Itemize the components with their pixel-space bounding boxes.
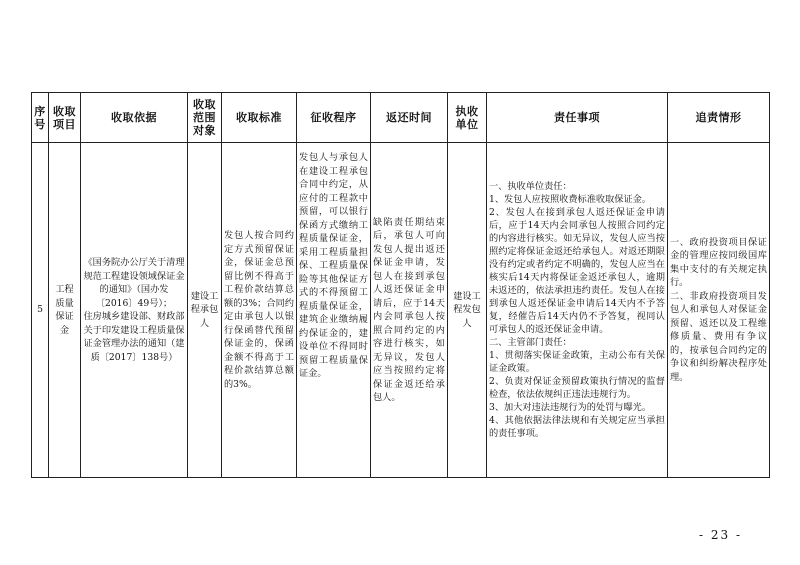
header-seq: 序号 [32, 93, 49, 143]
header-duty: 责任事项 [487, 93, 668, 143]
header-item: 收取项目 [49, 93, 81, 143]
cell-basis: 《国务院办公厅关于清理规范工程建设领域保证金的通知》（国办发〔2016〕49号）； 住房城乡建设部、财政部关于印发建设工程质量保证金管理办法的通知（建质〔2017〕138号） [81, 143, 188, 478]
cell-accountability: 一、政府投资项目保证金的管理应按同级国库集中支付的有关规定执行。 二、非政府投资项目发包人和承包人对保证金预留、返还以及工程维修质量、费用有争议的，按承包合同约定的争议和纠纷解决程序处理。 [668, 143, 770, 478]
header-return-time: 返还时间 [371, 93, 448, 143]
header-standard: 收取标准 [222, 93, 297, 143]
page-number: - 23 - [699, 528, 743, 542]
header-unit: 执收单位 [448, 93, 487, 143]
cell-seq: 5 [32, 143, 49, 478]
header-scope: 收取范围对象 [188, 93, 222, 143]
cell-return-time: 缺陷责任期结束后，承包人可向发包人提出返还保证金申请，发包人在接到承包人返还保证金申请后，应于14天内会同承包人按照合同约定的内容进行核实，如无异议，发包人应当按照约定将保证金返还给承包人。 [371, 143, 448, 478]
cell-unit: 建设工程发包人 [448, 143, 487, 478]
cell-procedure: 发包人与承包人在建设工程承包合同中约定，从应付的工程款中预留，可以银行保函方式缴纳工程质量保证金，采用工程质量担保、工程质量保险等其他保证方式的不得预留工程质量保证金，建筑企业缴纳履约保证金的，建设单位不得同时预留工程质量保证金。 [297, 143, 371, 478]
fee-table [31, 92, 770, 478]
table-header-row [32, 93, 770, 143]
header-basis: 收取依据 [81, 93, 188, 143]
cell-duty: 一、执收单位责任： 1、发包人应按照收费标准收取保证金。 2、发包人在接到承包人返还保证金申请后，应于14天内会同承包人按照合同约定的内容进行核实。如无异议，发包人应当按照约定将保证金返还给承包人。对返还期限没有约定或者约定不明确的，发包人应当在核实后14天内将保证金返还承包人，逾期未返还的，依法承担违约责任。发包人在接到承包人返还保证金申请后14天内不予答复，经催告后14天内仍不予答复，视同认可承包人的返还保证金申请。 二、主管部门责任： 1、贯彻落实保证金政策，主动公布有关保证金政策。 2、负责对保证金预留政策执行情况的监督检查，依法依规纠正违法违规行为。 3、加大对违法违规行为的处罚与曝光。 4、其他依据法律法规和有关规定应当承担的责任事项。 [487, 143, 668, 478]
table-row [32, 143, 770, 478]
cell-item: 工程质量保证金 [49, 143, 81, 478]
cell-standard: 发包人按合同约定方式预留保证金，保证金总预留比例不得高于工程价款结算总额的3%；合同约定由承包人以银行保函替代预留保证金的，保函金额不得高于工程价款结算总额的3%。 [222, 143, 297, 478]
header-procedure: 征收程序 [297, 93, 371, 143]
cell-scope: 建设工程承包人 [188, 143, 222, 478]
header-accountability: 追责情形 [668, 93, 770, 143]
